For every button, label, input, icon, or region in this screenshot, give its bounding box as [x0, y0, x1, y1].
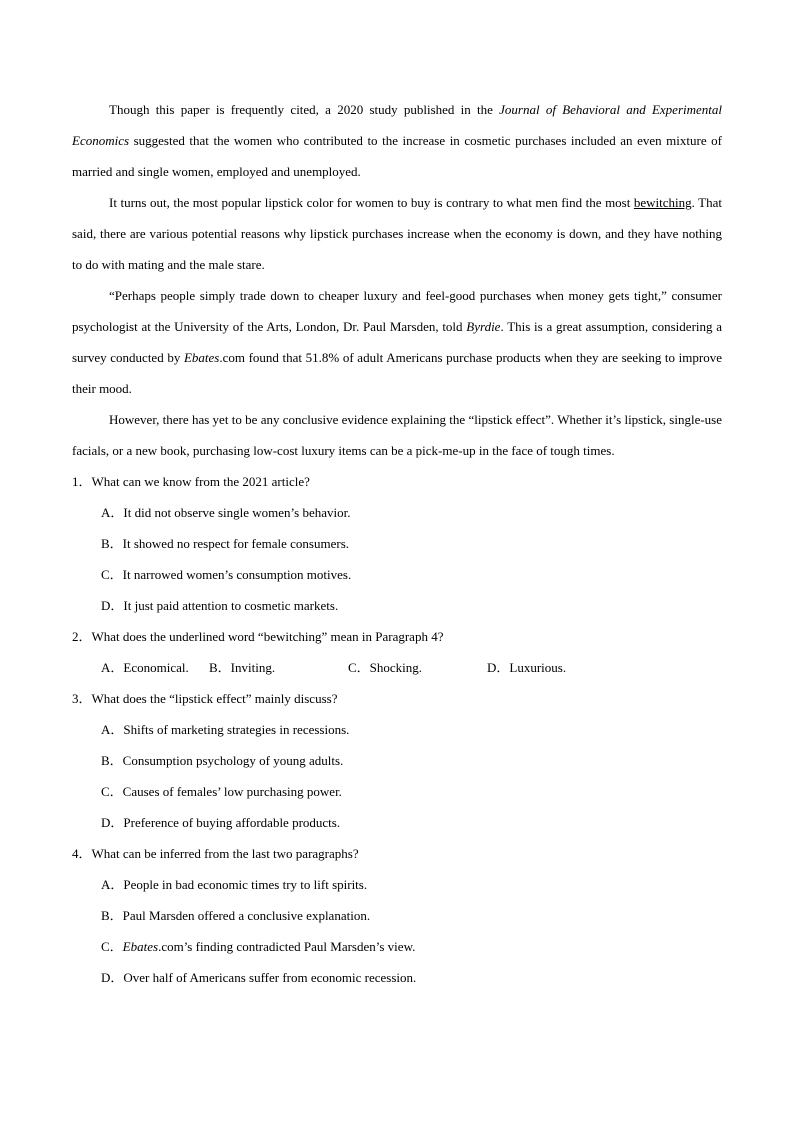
question-stem: 4．What can be inferred from the last two paragraphs? [72, 846, 359, 861]
option-d: D．Preference of buying affordable products. [101, 815, 341, 830]
option-a: A．Shifts of marketing strategies in recessions. [101, 722, 350, 737]
option-c: C．Causes of females’ low purchasing power. [101, 784, 342, 799]
passage-paragraph-2 [72, 187, 722, 280]
paragraph-text: . This is a great assumption, considering a survey conducted by [72, 319, 723, 365]
company-name: Ebates [183, 350, 220, 365]
question-stem: 1．What can we know from the 2021 article? [72, 474, 310, 489]
document-page [72, 94, 722, 993]
question-4 [72, 838, 722, 993]
underlined-word: bewitching [633, 195, 692, 210]
paragraph-text: suggested that the women who contributed to the increase in cosmetic purchases included an even mixture of married and single women, employed and unemployed. [72, 133, 722, 179]
passage-paragraph-4: However, there has yet to be any conclusive evidence explaining the “lipstick effect”. Whether it’s lipstick, single-use facials, or a new book, purchasing low-cost luxury items can be a pick-me-up in the face of tough times. [72, 412, 722, 458]
question-2 [72, 621, 722, 683]
option-a: A．It did not observe single women’s behavior. [101, 505, 351, 520]
question-1 [72, 466, 722, 621]
option-a: A．People in bad economic times try to lift spirits. [101, 877, 368, 892]
option-d: D．Over half of Americans suffer from economic recession. [101, 970, 417, 985]
option-c: C．It narrowed women’s consumption motives. [101, 567, 352, 582]
paragraph-text: .com found that 51.8% of adult Americans purchase products when they are seeking to improve their mood. [72, 350, 722, 396]
paragraph-text: Though this paper is frequently cited, a 2020 study published in the [109, 102, 500, 117]
option-b: B．Inviting. [209, 660, 276, 675]
paragraph-text: . That said, there are various potential reasons why lipstick purchases increase when the economy is down, and they have nothing to do with mating and the male stare. [72, 195, 722, 272]
option-d: D．Luxurious. [487, 660, 567, 675]
paragraph-text: “Perhaps people simply trade down to cheaper luxury and feel-good purchases when money gets tight,” consumer psychologist at the University of the Arts, London, Dr. Paul Marsden, told [72, 288, 722, 334]
company-name: Ebates [122, 939, 159, 954]
option-text: .com’s finding contradicted Paul Marsden’s view. [158, 939, 416, 954]
option-b: B．It showed no respect for female consumers. [101, 536, 350, 551]
option-b: B．Consumption psychology of young adults. [101, 753, 344, 768]
option-label: C． [101, 939, 123, 954]
journal-title: Journal of Behavioral and Experimental Economics [72, 102, 722, 148]
paragraph-text: It turns out, the most popular lipstick color for women to buy is contrary to what men find the most [109, 195, 634, 210]
question-stem: 2．What does the underlined word “bewitching” mean in Paragraph 4? [72, 629, 444, 644]
publication-name: Byrdie [466, 319, 501, 334]
question-stem: 3．What does the “lipstick effect” mainly discuss? [72, 691, 338, 706]
option-d: D．It just paid attention to cosmetic markets. [101, 598, 339, 613]
options-row [72, 652, 722, 683]
option-c [72, 931, 722, 962]
passage-paragraph-3 [72, 280, 722, 404]
option-a: A．Economical. [101, 660, 189, 675]
passage-paragraph-1 [72, 94, 722, 187]
question-3 [72, 683, 722, 838]
option-c: C．Shocking. [348, 660, 423, 675]
option-b: B．Paul Marsden offered a conclusive explanation. [101, 908, 371, 923]
